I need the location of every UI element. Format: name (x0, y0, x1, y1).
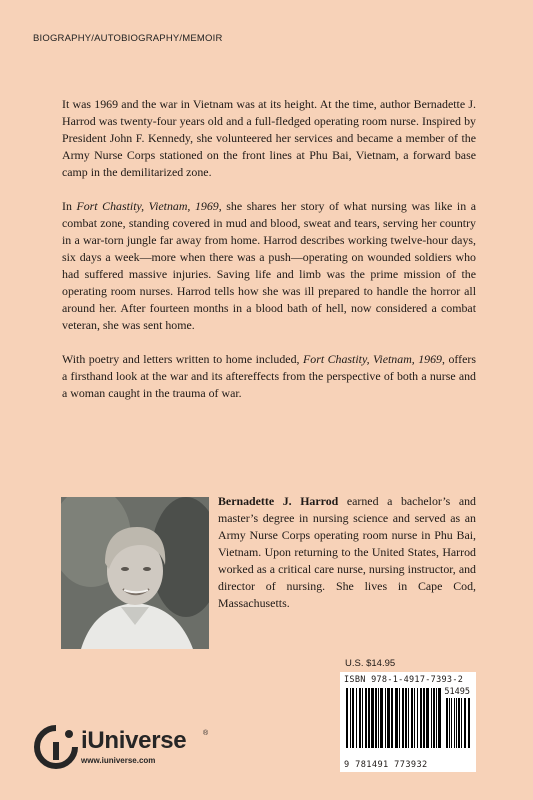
barcode-addon-bar (458, 698, 460, 748)
barcode-bar (378, 688, 379, 748)
price-label: U.S. $14.95 (345, 658, 396, 669)
book-title-italic: Fort Chastity, Vietnam, 1969 (76, 199, 219, 213)
barcode-bar (375, 688, 377, 748)
description-paragraph-2 (62, 198, 476, 334)
barcode-bar (426, 688, 429, 748)
barcode-bar (362, 688, 363, 748)
barcode-addon-number: 51495 (444, 687, 470, 697)
barcode-bar (438, 688, 441, 748)
book-description (62, 96, 476, 419)
barcode-bar (365, 688, 367, 748)
author-photo (61, 497, 209, 649)
barcode-addon-bar (454, 698, 455, 748)
publisher-url[interactable]: www.iuniverse.com (81, 756, 156, 765)
barcode-addon-bar (449, 698, 450, 748)
barcode-digits: 9 781491 773932 (344, 760, 428, 770)
barcode-bar (417, 688, 418, 748)
barcode-bar (399, 688, 400, 748)
barcode-bar (431, 688, 432, 748)
barcode-bar (405, 688, 407, 748)
p2-rest: , she shares her story of what nursing was like in a combat zone, standing covered in mud and blood, sweat and tears, serving her country in a war-torn jungle far away from home. Harrod describes working twelve-hour days, six days a week—more when there was a push—operating on wounded soldiers who had suffered massive injuries. Saving life and limb was the prime mission of the operating room nurses. Harrod tells how she was ill prepared to handle the horror all around her. After fourteen months in a blood bath of hell, now considered a combat veteran, she was sent home. (62, 199, 476, 332)
barcode-addon-bar (468, 698, 470, 748)
barcode-bar (350, 688, 351, 748)
barcode-bar (423, 688, 425, 748)
p2-prefix: In (62, 199, 77, 213)
isbn-number: ISBN 978-1-4917-7393-2 (344, 675, 464, 685)
author-portrait-image (61, 497, 209, 649)
publisher-logo (33, 724, 223, 774)
barcode-bar (433, 688, 435, 748)
barcode-addon-bar (446, 698, 448, 748)
barcode-addon-bar (461, 698, 462, 748)
isbn-barcode (340, 672, 476, 772)
registered-mark: ® (203, 730, 209, 737)
barcode-bar (402, 688, 404, 748)
barcode-bar (387, 688, 390, 748)
barcode-bars (344, 688, 472, 758)
barcode-bar (359, 688, 361, 748)
barcode-addon-bar (464, 698, 466, 748)
barcode-bar (395, 688, 398, 748)
p3-prefix: With poetry and letters written to home included, (62, 352, 303, 366)
author-bio-text: earned a bachelor’s and master’s degree in nursing science and served as an Army Nurse Corps operating room nurse in Phu Bai, Vietnam. Upon returning to the United States, Harrod worked as a critical care nurse, nursing instructor, and director of nursing. She lives in Cape Cod, Massachusetts. (218, 494, 476, 610)
author-name: Bernadette J. Harrod (218, 494, 339, 508)
barcode-bar (371, 688, 374, 748)
barcode-bar (408, 688, 409, 748)
author-bio (218, 493, 476, 612)
barcode-bar (368, 688, 370, 748)
barcode-bar (411, 688, 413, 748)
barcode-bar (356, 688, 357, 748)
barcode-bar (352, 688, 354, 748)
barcode-bar (436, 688, 437, 748)
barcode-bar (420, 688, 422, 748)
book-title-italic: Fort Chastity, Vietnam, 1969 (302, 352, 443, 366)
description-paragraph-3 (62, 351, 476, 402)
description-paragraph-1: It was 1969 and the war in Vietnam was at its height. At the time, author Bernadette J. Harrod was twenty-four years old and a full-fledged operating room nurse. Inspired by President John F. Kennedy, she volunteered her services and became a member of the Army Nurse Corps stationed on the front lines at Phu Bai, Vietnam, a forward base camp in the demilitarized zone. (62, 97, 476, 179)
iuniverse-logo-icon (33, 724, 79, 770)
barcode-bar (391, 688, 393, 748)
publisher-name: iUniverse (81, 727, 187, 754)
p3-rest: , offers a firsthand look at the war and its aftereffects from the perspective of both a nurse and a woman caught in the trauma of war. (62, 352, 476, 400)
barcode-bar (346, 688, 348, 748)
barcode-addon-bar (456, 698, 457, 748)
barcode-addon-bar (451, 698, 452, 748)
barcode-bar (414, 688, 415, 748)
category-label: BIOGRAPHY/AUTOBIOGRAPHY/MEMOIR (33, 33, 223, 44)
barcode-bar (380, 688, 383, 748)
barcode-bar (385, 688, 386, 748)
